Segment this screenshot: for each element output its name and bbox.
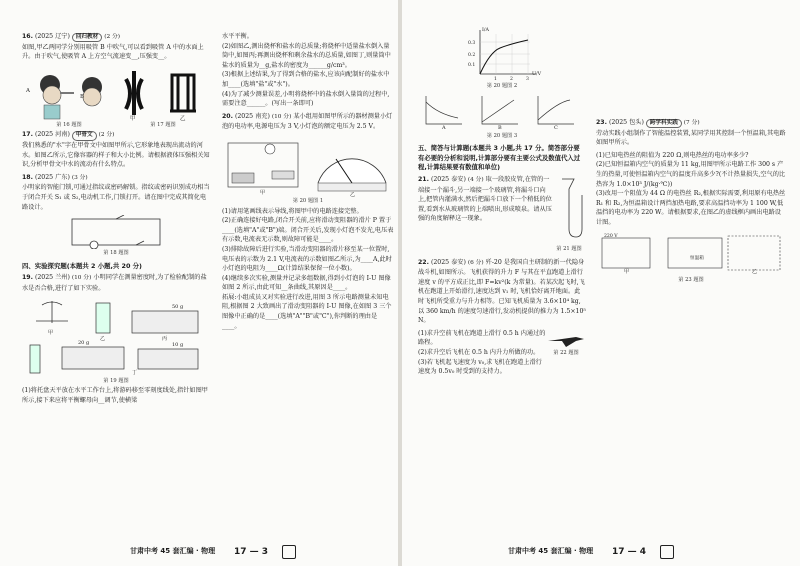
question-number: 21.: [418, 175, 429, 183]
question-19-part-4: (4)为了减少测量误差,小明将烧杯中的盐水倒入量筒的过程中,需要注意______。(写出一条即可): [222, 90, 390, 108]
question-text: 小明同学在测量密度时,为了检验配制的盐水是否合格,进行了如下实验。: [22, 274, 207, 292]
question-source: (2025 南充): [234, 112, 270, 120]
section-5-heading: 五、简答与计算题(本题共 3 小题,共 17 分。简答部分要有必要的分析和说明,计算部分要有主要公式及数值代入过程,计算结果要有数值和单位): [418, 144, 581, 172]
figure-20-2-caption: 第 20 题图 2: [486, 83, 518, 89]
figure-19: [22, 297, 210, 377]
question-score: (10 分): [271, 113, 292, 120]
question-tag: 跨学科实践: [646, 119, 682, 128]
figure-16-caption: 第 16 题图: [56, 121, 82, 128]
question-text: 我们熟悉的"水"字在甲骨文中如图甲所示,它形象地表现出流动的河水。如图乙所示,它像容器的样子和大小比例。请根据液体压强相关知识,分析甲骨文中水的流动有什么特点。: [22, 141, 210, 169]
question-22-part-2: (2)求升空后飞机在 0.5 h 内升力所做的功。: [418, 348, 540, 356]
label-yi: 乙: [180, 115, 186, 122]
label-jia: 甲: [130, 115, 136, 122]
question-19: [22, 273, 210, 293]
question-number: 17.: [22, 131, 33, 139]
right-page-number: 17 — 4: [612, 547, 647, 557]
question-20-part-2: (2)正确连接好电路,闭合开关前,应将滑动变阻器的滑片 P 置于____(选填"A"或"B")端。闭合开关后,发现小灯泡不发光,电压表有示数,电流表无示数,则故障可能是____。: [222, 217, 394, 244]
question-score: (2 分): [104, 34, 121, 40]
figure-23-caption: 第 23 题图: [678, 276, 704, 283]
xtick-3: 3: [526, 77, 529, 82]
figure-19-caption: 第 19 题图: [103, 377, 129, 384]
question-source: (2025 兰州): [34, 274, 70, 282]
question-number: 16.: [22, 33, 33, 40]
question-number: 19.: [22, 274, 33, 282]
question-text: 歼-20 是我国自主研制的新一代隐身战斗机,如图所示。飞机获得的升力 F 与其在平直跑道上滑行速度 v 的平方成正比,即 F=kv²(k 为常量)。若某次起飞时,飞机在跑道上开始滑行,速度达到 v₁ 时,飞机恰好离开地面。此时飞机所受重力与升力相等。已知飞机质量为 3.6×10⁴ kg,以 360 km/h 的速度匀速滑行,发动机提供的推力为 1.5×10⁵ N。: [418, 258, 586, 325]
left-page-number: 17 — 3: [234, 547, 269, 557]
question-score: (4 分): [467, 176, 484, 183]
weight-10g: 10 g: [172, 341, 184, 348]
question-number: 18.: [22, 173, 33, 181]
question-text: 取一段胶皮管,在管的一端接一个漏斗,另一端接一个玻璃管,将漏斗口向上,把管内灌满水,然后把漏斗口放下一个稍低的位置,看到水从玻璃管的上端喷出,形成喷泉。请从压强的角度解释这一现象。: [418, 175, 552, 223]
weight-20g: 20 g: [78, 339, 90, 346]
label-B: B: [80, 93, 85, 100]
xtick-2: 2: [510, 77, 513, 82]
iu-graph-figure: [418, 26, 586, 82]
question-source: (2025 河南): [34, 131, 70, 139]
xtick-1: 1: [494, 77, 497, 82]
question-number: 22.: [418, 258, 429, 266]
figure-20-3: [418, 92, 586, 132]
question-23: [596, 118, 786, 148]
label-jia: 甲: [48, 329, 54, 336]
question-score: (2 分): [98, 132, 115, 139]
question-23-part-3: (3)改用一个阻值为 44 Ω 的电热丝 R₂,根据实际需要,利用原有电热丝 R₁ 和 R₂,为恒温箱设计两挡加热电路,要求高温挡功率为 1 100 W,低温挡的电功率为 220 W。请根据要求,在图乙的虚线框内画出电路设计图。: [596, 190, 786, 226]
figure-20-2: [418, 26, 586, 82]
question-text: 劳动实践小组制作了智能温控装置,某同学用其控制一个恒温箱,其电路如图甲所示。: [596, 129, 786, 147]
qr-logo-icon: [282, 545, 296, 559]
question-23-part-1: (1)已知电热丝的阻值为 220 Ω,则电热丝的电功率多少?: [596, 151, 749, 159]
right-column-1: [418, 26, 586, 377]
label-jia: 甲: [260, 189, 266, 196]
left-column-1: [22, 32, 210, 405]
question-22: [418, 258, 586, 326]
graph-label-A: A: [442, 124, 446, 131]
figure-18-caption: 第 18 题图: [103, 250, 129, 257]
figure-20-3-caption: 第 20 题图 3: [486, 132, 518, 139]
section-4-heading: 四、实验探究题(本题共 2 小题,共 20 分): [22, 261, 142, 270]
question-19-part-3: (3)根据上述结果,为了得到合格的盐水,应该向配制好的盐水中加____(选填"盐"或"水")。: [222, 71, 390, 88]
graph-label-C: C: [554, 124, 558, 131]
graph-label-B: B: [498, 124, 502, 131]
tick-03: 0.3: [468, 41, 476, 46]
left-column-2: [222, 32, 394, 331]
figure-23: [596, 232, 786, 276]
question-source: (2025 辽宁): [34, 33, 70, 40]
question-text: 如图,甲乙两同学分别用吸管 B 中吹气,可以看到吸管 A 中的水面上升。由于吹气,使吸管 A 上方空气流速变__,压强变__。: [22, 43, 204, 61]
question-22-part-1: (1)求升空前飞机在跑道上滑行 0.5 h 内通过的路程。: [418, 329, 546, 347]
figure-21-caption: 第 21 题图: [556, 245, 582, 252]
right-column-2: [596, 118, 786, 285]
funnel-tube-figure: [552, 175, 586, 245]
tick-02: 0.2: [468, 53, 476, 58]
question-score: (3 分): [71, 174, 88, 181]
question-21: [418, 175, 586, 255]
question-22-part-3: (3)若飞机起飞速度为 v₀,求飞机在跑道上滑行速度为 0.5v₀ 时受到的支持力。: [418, 358, 542, 376]
label-ding: 丁: [132, 369, 138, 376]
question-source: (2025 广东): [34, 173, 70, 181]
question-20-part-3: (3)排除故障后进行实验,当滑动变阻器的滑片移至某一位置时,电压表的示数为 2.1 V,电流表的示数如图乙所示,为____A,此时小灯泡的电阻为____Ω(计算结果保留一位小数)。: [222, 245, 392, 273]
question-20-part-4: (4)继续多次实验,测量并记录多组数据,得到小灯泡的 I-U 图像如图 2 所示,由此可知__条曲线,其原因是____。: [222, 274, 391, 292]
label-yi: 乙: [350, 191, 356, 198]
voltage-label: 220 V: [604, 233, 618, 239]
left-footer-title: 甘肃中考 45 套汇编 · 物理: [130, 547, 216, 555]
figure-16-17: [22, 65, 210, 127]
right-footer-title: 甘肃中考 45 套汇编 · 物理: [508, 547, 594, 555]
question-20-part-5: 拓展:小组成员又对实验进行改进,用图 3 所示电路测量未知电阻,根据图 2 大致画出了滑动变阻器的 I-U 图像,在如图 3 三个图像中正确的是____(选填"A""B"或"C"),你判断的理由是____。: [222, 293, 392, 330]
figure-20-1: [222, 135, 394, 197]
weight-50g: 50 g: [172, 303, 184, 310]
label-yi: 乙: [752, 268, 758, 275]
axis-u-label: U/V: [532, 72, 542, 77]
label-yi: 乙: [100, 335, 106, 342]
question-text: 某小组用如图甲所示的器材测量小灯泡的电功率,电源电压为 3 V,小灯泡的额定电压为 2.5 V。: [222, 112, 393, 131]
tick-01: 0.1: [468, 63, 476, 68]
label-A: A: [26, 87, 30, 94]
circuit-and-ammeter-figure: [222, 135, 394, 197]
question-19-part-1: (1)将托盘天平放在水平工作台上,将游码移至零刻度线处,指针如图甲所示,接下来应将平衡螺母向__调节,使横梁: [22, 387, 208, 404]
question-tag: 回归教材: [72, 33, 102, 42]
question-tag: 甲骨文: [72, 131, 97, 140]
circuit-diagram-18: [66, 215, 166, 249]
label-bing: 丙: [162, 335, 168, 342]
question-16: [22, 32, 210, 62]
question-20-part-1: (1)请用笔画线表示导线,将图甲中的电路连接完整。: [222, 207, 363, 215]
question-20: [222, 112, 394, 132]
thermostat-label: 恒温箱: [690, 255, 704, 261]
question-score: (7 分): [683, 120, 700, 126]
question-number: 20.: [222, 112, 233, 120]
fighter-jet-figure: [546, 329, 586, 349]
label-jia: 甲: [624, 268, 630, 275]
figure-22-caption: 第 22 题图: [553, 349, 579, 356]
figure-20-1-caption: 第 20 题图 1: [292, 197, 324, 204]
question-19-continued: 水平平衡。: [222, 33, 253, 40]
figure-17-caption: 第 17 题图: [150, 121, 176, 128]
qr-logo-icon: [660, 545, 674, 559]
axis-i-label: I/A: [482, 28, 489, 33]
question-18: [22, 173, 210, 212]
question-source: (2025 泰安): [430, 258, 466, 266]
question-19-part-2: (2)如图乙,测出烧杯和盐水的总质量;将烧杯中适量盐水倒入量筒中,如图丙;再测出烧杯和剩余盐水的总质量,如图丁,则量筒中盐水的质量为__g,盐水的密度为______g/cm³。: [222, 42, 391, 69]
question-score: (10 分): [71, 275, 92, 282]
question-text: 小明家的智能门锁,可通过指纹或密码解锁。指纹或密码识别成功相当于闭合开关 S₁ 或 S₂,电动机工作,门锁打开。请在图中完成其简化电路设计。: [22, 184, 210, 211]
question-source: (2025 泰安): [430, 175, 466, 183]
question-source: (2025 包头): [608, 119, 644, 126]
question-23-part-2: (2)已知恒温箱内空气的质量为 11 kg,用图甲所示电路工作 300 s 产生的热量,可使恒温箱内空气的温度升高多少?(不计热量损失,空气的比热容为 1.0×10³ J/(kg·℃)): [596, 161, 786, 188]
question-score: (6 分): [467, 259, 484, 266]
question-17: [22, 130, 210, 169]
question-number: 23.: [596, 119, 607, 126]
